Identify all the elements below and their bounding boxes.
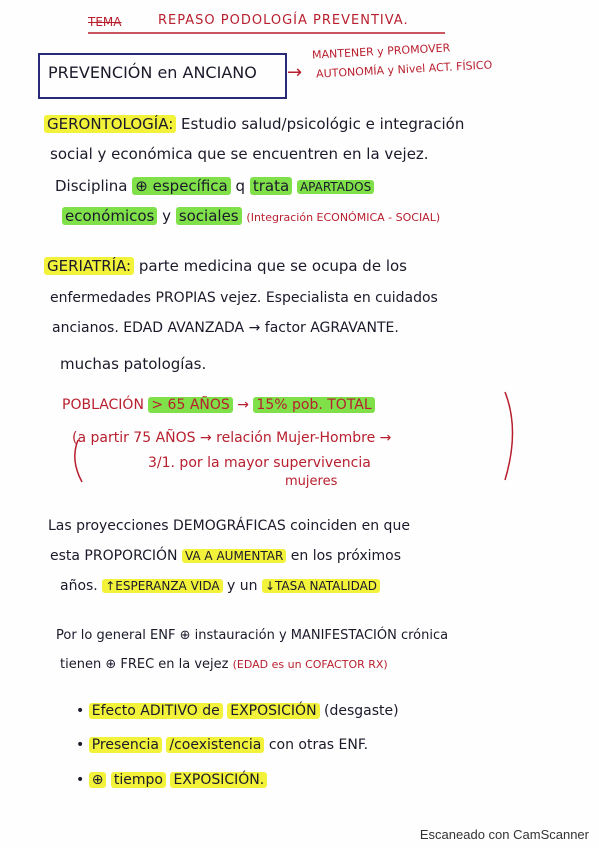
poblacion-label: POBLACIÓN [62,397,144,413]
bullet-1-a: Efecto ADITIVO de [89,703,223,719]
geriatria-line-2: enfermedades PROPIAS vejez. Especialista en cuidados [50,290,438,306]
gerontologia-term: GERONTOLOGÍA: [44,115,176,133]
aumentar-highlight: VA A AUMENTAR [182,549,286,563]
natalidad-highlight: ↓TASA NATALIDAD [262,579,380,593]
bullet-dot-icon: • [76,772,85,788]
gerontologia-line-2: social y económica que se encuentren en la vejez. [50,145,429,163]
proximos-text: en los próximos [290,548,402,564]
bullet-2-c: con otras ENF. [268,737,369,753]
y-un-text: y un [227,578,258,594]
geriatria-term: GERIATRÍA: [44,257,134,275]
topic-goal-2: AUTONOMÍA y Nivel ACT. FÍSICO [315,58,493,81]
general-line-1: Por lo general ENF ⊕ instauración y MANIFESTACIÓN crónica [56,628,449,643]
trata-highlight: trata [250,177,292,195]
camscanner-watermark: Escaneado con CamScanner [419,827,589,842]
poblacion-bracket [505,392,513,480]
y-text: y [162,207,172,225]
topic-title: PREVENCIÓN en ANCIANO [48,63,257,82]
apartados-highlight: APARTADOS [297,180,374,194]
bullet-2-b: /coexistencia [166,737,264,753]
bullet-1-b: EXPOSICIÓN [227,703,319,719]
poblacion-line-3: 3/1. por la mayor supervivencia [148,455,371,471]
esperanza-highlight: ↑ESPERANZA VIDA [102,579,222,593]
bullet-dot-icon: • [76,703,85,719]
bullet-3-b: tiempo [111,772,166,788]
bullet-2-a: Presencia [89,737,162,753]
disciplina-text: Disciplina [55,177,128,195]
header-title: REPASO PODOLOGÍA PREVENTIVA. [158,13,409,28]
economicos-highlight: económicos [62,207,157,225]
bullet-1-c: (desgaste) [324,703,399,719]
poblacion-open-paren [75,440,82,482]
anos-text: años. [60,578,98,594]
frec-text: tienen ⊕ FREC en la vejez [60,657,229,672]
topic-arrow: → [287,62,303,83]
bullet-dot-icon: • [76,737,85,753]
geriatria-text-1: parte medicina que se ocupa de los [138,257,407,275]
bullet-3-c: EXPOSICIÓN. [170,772,267,788]
poblacion-arrow: → [237,397,249,413]
proyecciones-line-1: Las proyecciones DEMOGRÁFICAS coinciden en que [48,518,410,534]
gerontologia-text-1: Estudio salud/psicológic e integración [181,115,465,133]
especifica-highlight: ⊕ específica [132,177,230,195]
proporcion-text: esta PROPORCIÓN [50,548,178,564]
poblacion-line-4: mujeres [285,474,338,489]
header-strike: TEMA [88,15,122,29]
age-highlight: > 65 AÑOS [148,397,232,413]
pct-highlight: 15% pob. TOTAL [253,397,374,413]
bullet-3-a: ⊕ [89,772,107,788]
geriatria-line-4: muchas patologías. [60,355,207,373]
geriatria-line-3: ancianos. EDAD AVANZADA → factor AGRAVANTE. [52,320,399,336]
topic-goal-1: MANTENER y PROMOVER [311,41,451,62]
sociales-highlight: sociales [176,207,242,225]
que-text: q [235,177,246,195]
poblacion-line-2: (a partir 75 AÑOS → relación Mujer-Hombre → [72,430,392,446]
cofactor-note: (EDAD es un COFACTOR RX) [232,658,388,671]
integracion-note: (Integración ECONÓMICA - SOCIAL) [246,211,441,224]
